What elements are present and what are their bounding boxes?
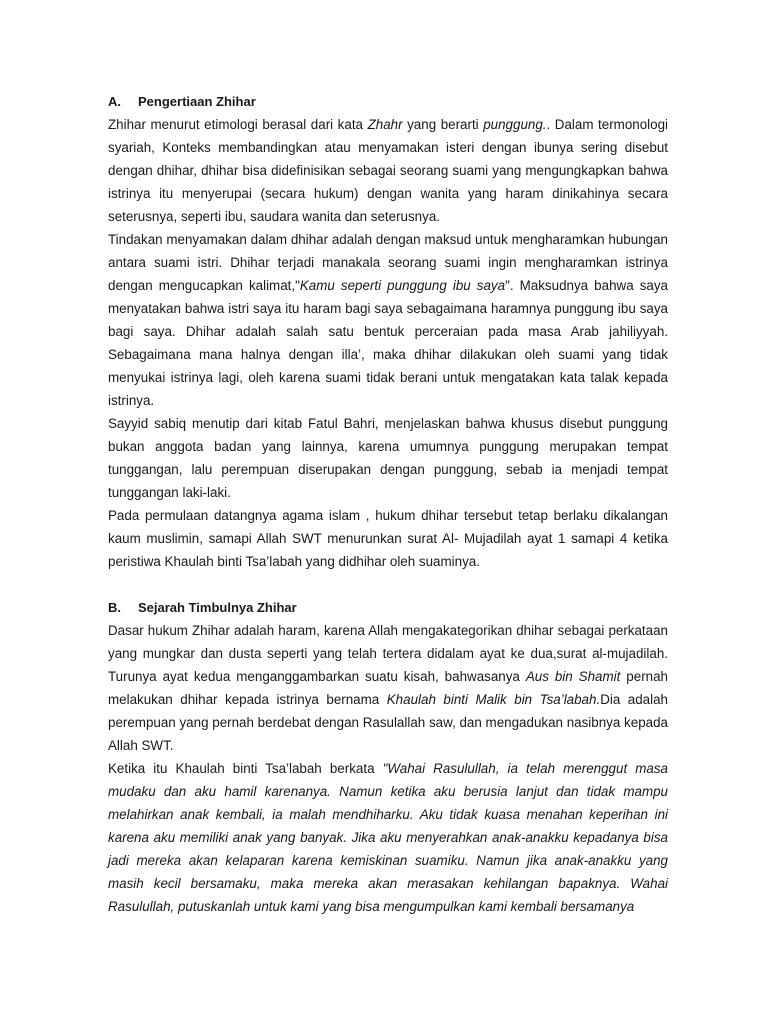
section-b-paragraph-2	[108, 757, 668, 918]
text-run: Dia adalah perempuan yang pernah berdebat dengan Rasulallah saw, dan mengadukan nasibnya kepada Allah SWT.	[108, 692, 669, 753]
italic-run: punggung.	[483, 117, 547, 132]
section-gap	[108, 573, 668, 596]
italic-run: Kamu seperti punggung ibu saya	[299, 278, 506, 293]
italic-run: Aus bin Shamit	[525, 669, 621, 684]
section-a-paragraph-2	[108, 228, 668, 412]
italic-run: "Wahai Rasulullah, ia telah merenggut masa mudaku dan aku hamil karenanya. Namun ketika aku berusia lanjut dan tidak mampu melahirkan anak kembali, ia malah mendhiharku. Aku tidak kuasa menahan keperihan ini karena aku memiliki anak yang banyak. Jika aku menyerahkan anak-anakku kepadanya bisa jadi mereka akan kelaparan karena kemiskinan suamiku. Namun jika anak-anakku yang masih kecil bersamaku, maka mereka akan merasakan kehilangan bapaknya. Wahai Rasulullah, putuskanlah untuk kami yang bisa mengumpulkan kami kembali bersamanya	[108, 761, 668, 914]
section-b-paragraph-1	[108, 619, 668, 757]
section-a-paragraph-3: Sayyid sabiq menutip dari kitab Fatul Bahri, menjelaskan bahwa khusus disebut punggung bukan anggota badan yang lainnya, karena umumnya punggung merupakan tempat tunggangan, lalu perempuan diserupakan dengan punggung, sebab ia menjadi tempat tunggangan laki-laki.	[108, 416, 668, 500]
text-run: ". Maksudnya bahwa saya menyatakan bahwa istri saya itu haram bagi saya sebagaimana haramnya punggung ibu saya bagi saya. Dhihar adalah salah satu bentuk perceraian pada masa Arab jahiliyyah. Sebagaimana mana halnya dengan illa’, maka dhihar dilakukan oleh suami yang tidak menyukai istrinya lagi, oleh karena suami tidak berani untuk mengatakan kata talak kepada istrinya.	[108, 278, 669, 408]
section-b-title: Sejarah Timbulnya Zhihar	[138, 600, 297, 615]
text-run: Ketika itu Khaulah binti Tsa’labah berkata	[108, 761, 383, 776]
section-b-number: B.	[108, 600, 121, 615]
document-page	[108, 90, 668, 918]
italic-run: Khaulah binti Malik bin Tsa’labah.	[386, 692, 601, 707]
section-b-heading	[108, 596, 668, 619]
text-run: pernah melakukan dhihar kepada istrinya bernama	[108, 669, 669, 707]
section-a-paragraph-1	[108, 113, 668, 228]
text-run: Tindakan menyamakan dalam dhihar adalah dengan maksud untuk mengharamkan hubungan antara suami istri. Dhihar terjadi manakala seorang suami ingin mengharamkan istrinya dengan mengucapkan kalimat,"	[108, 232, 668, 293]
section-a-number: A.	[108, 94, 121, 109]
text-run: . Dalam termonologi syariah, Konteks membandingkan atau menyamakan isteri dengan ibunya sering disebut dengan dhihar, dhihar bisa didefinisikan sebagai seorang suami yang mengungkapkan bahwa istrinya itu menyerupai (secara hukum) dengan wanita yang haram dinikahinya secara seterusnya, seperti ibu, saudara wanita dan seterusnya.	[108, 117, 669, 224]
text-run: yang berarti	[402, 117, 484, 132]
section-a-paragraph-4: Pada permulaan datangnya agama islam , hukum dhihar tersebut tetap berlaku dikalangan kaum muslimin, samapi Allah SWT menurunkan surat Al- Mujadilah ayat 1 samapi 4 ketika peristiwa Khaulah binti Tsa’labah yang didhihar oleh suaminya.	[108, 508, 668, 569]
section-a-title: Pengertiaan Zhihar	[138, 94, 256, 109]
text-run: Zhihar menurut etimologi berasal dari kata	[108, 117, 368, 132]
text-run: Dasar hukum Zhihar adalah haram, karena Allah mengakategorikan dhihar sebagai perkataan yang mungkar dan dusta seperti yang telah tertera didalam ayat ke dua,surat al-mujadilah. Turunya ayat kedua menganggambarkan suatu kisah, bahwasanya	[108, 623, 668, 684]
section-a-heading	[108, 90, 668, 113]
italic-run: Zhahr	[367, 117, 403, 132]
